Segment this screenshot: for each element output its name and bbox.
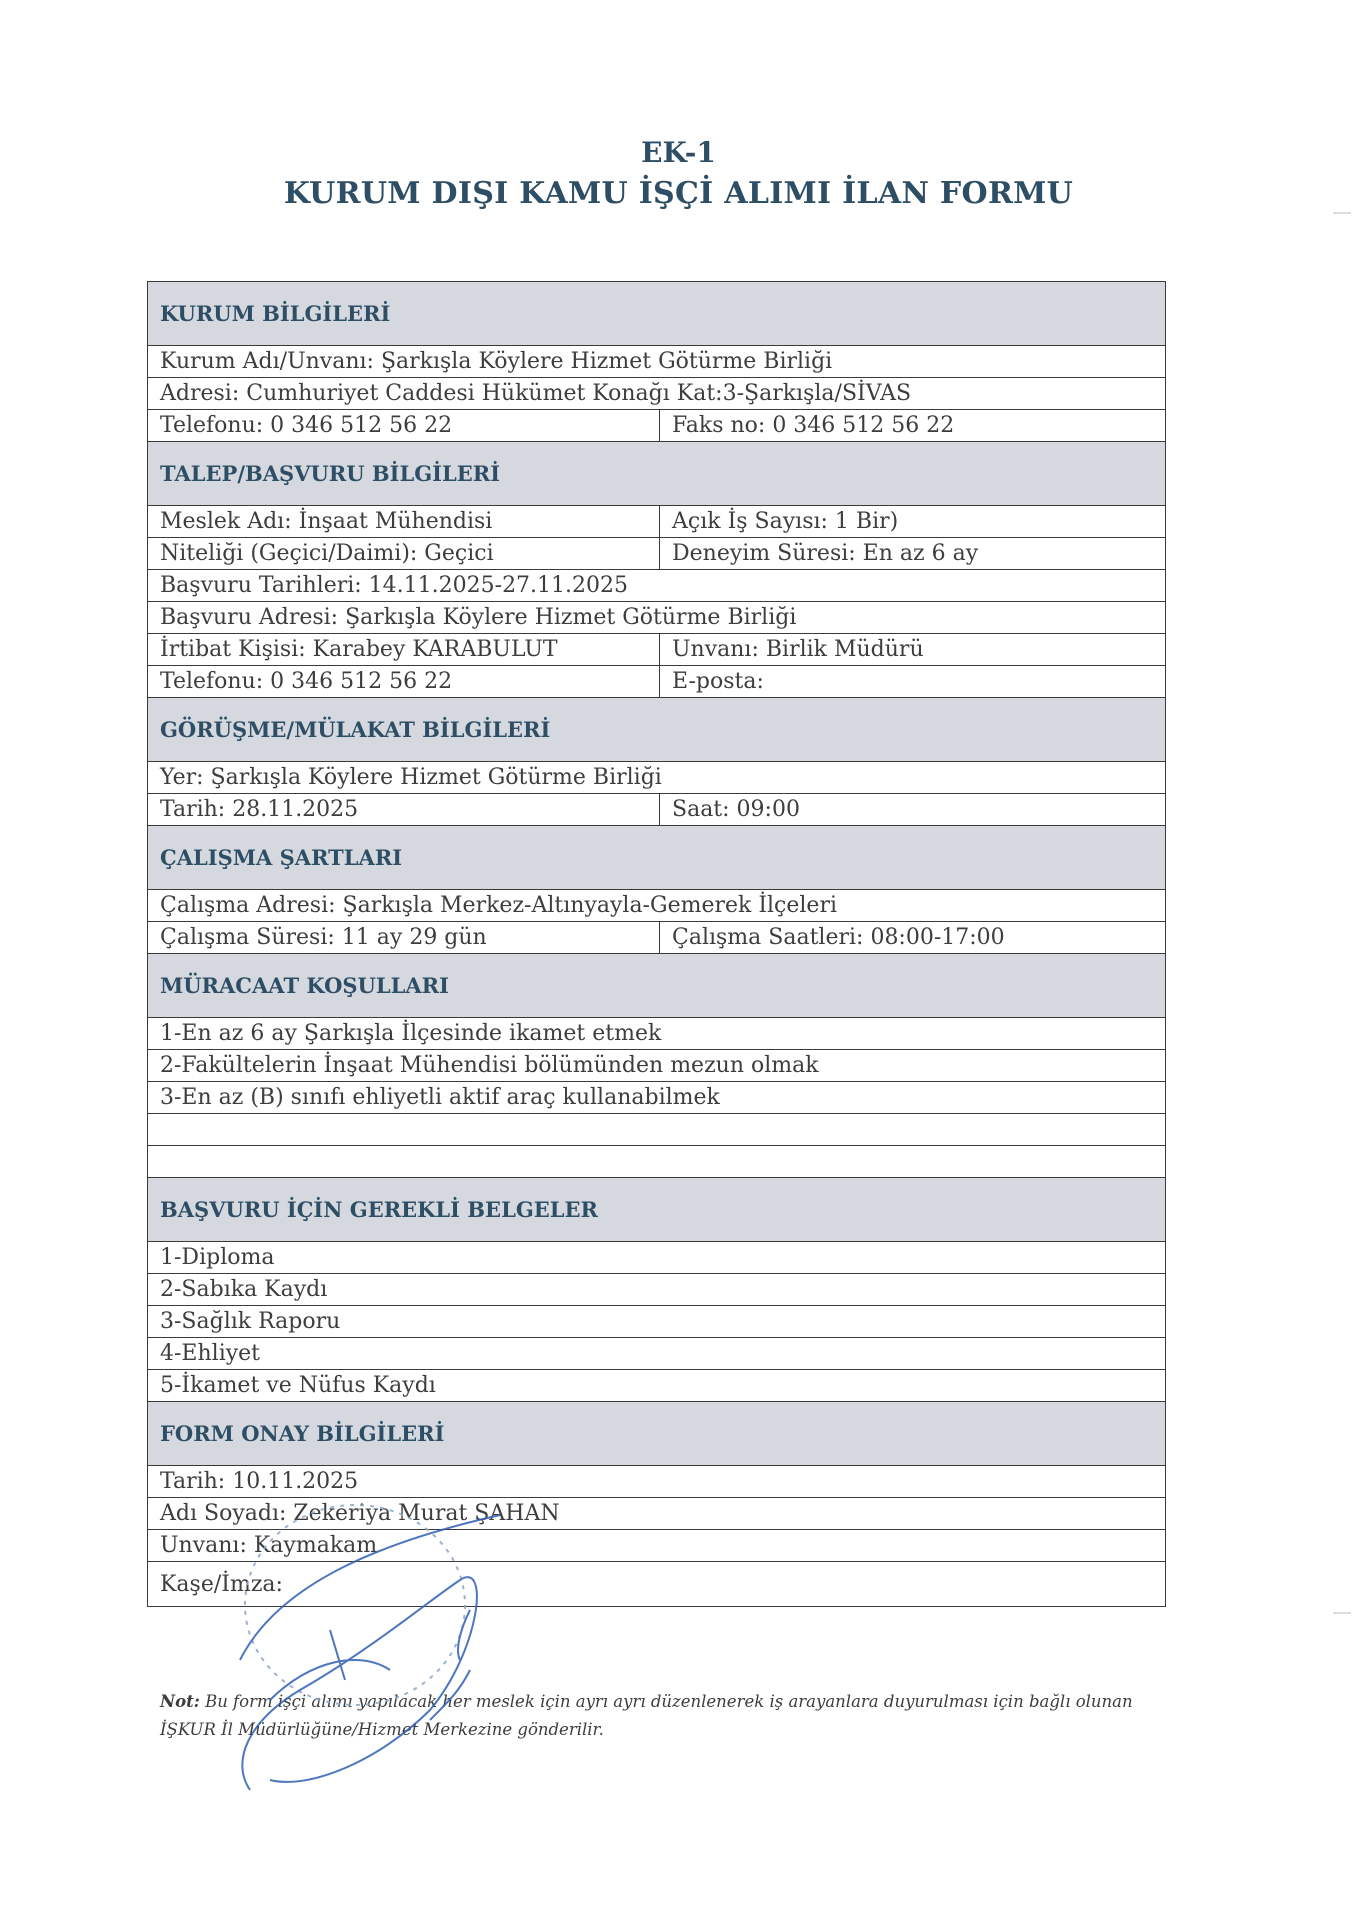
signature-stroke xyxy=(270,1610,470,1700)
irtibat-kisisi: İrtibat Kişisi: Karabey KARABULUT xyxy=(148,634,660,666)
belge-item: 5-İkamet ve Nüfus Kaydı xyxy=(148,1370,1166,1402)
section-header-belgeler xyxy=(148,1178,1166,1242)
onay-adi-soyadi: Adı Soyadı: Zekeriya Murat ŞAHAN xyxy=(148,1498,1166,1530)
belge-item: 3-Sağlık Raporu xyxy=(148,1306,1166,1338)
form-code: EK-1 xyxy=(641,136,716,169)
acik-is-sayisi: Açık İş Sayısı: 1 Bir) xyxy=(660,506,1166,538)
note-text: Bu form işçi alımı yapılacak her meslek için ayrı ayrı düzenlenerek iş arayanlara duyurulması için bağlı olunan İŞKUR İl Müdürlüğüne/Hizmet Merkezine gönderilir. xyxy=(160,1692,1133,1739)
announcement-form-table xyxy=(147,281,1166,1607)
calisma-adresi: Çalışma Adresi: Şarkışla Merkez-Altınyayla-Gemerek İlçeleri xyxy=(148,890,1166,922)
basvuru-tarihleri: Başvuru Tarihleri: 14.11.2025-27.11.2025 xyxy=(148,570,1166,602)
empty-row xyxy=(148,1114,1166,1146)
belgeler-heading: BAŞVURU İÇİN GEREKLİ BELGELER xyxy=(148,1178,1166,1242)
onay-tarih: Tarih: 10.11.2025 xyxy=(148,1466,1166,1498)
scan-edge-mark xyxy=(1333,1612,1351,1614)
gorusme-yer: Yer: Şarkışla Köylere Hizmet Götürme Birliği xyxy=(148,762,1166,794)
kurum-adresi: Adresi: Cumhuriyet Caddesi Hükümet Konağı Kat:3-Şarkışla/SİVAS xyxy=(148,378,1166,410)
kurum-faks: Faks no: 0 346 512 56 22 xyxy=(660,410,1166,442)
irtibat-unvani: Unvanı: Birlik Müdürü xyxy=(660,634,1166,666)
gorusme-tarih: Tarih: 28.11.2025 xyxy=(148,794,660,826)
meslek-adi: Meslek Adı: İnşaat Mühendisi xyxy=(148,506,660,538)
onay-unvani: Unvanı: Kaymakam xyxy=(148,1530,1166,1562)
irtibat-eposta: E-posta: xyxy=(660,666,1166,698)
gorusme-heading: GÖRÜŞME/MÜLAKAT BİLGİLERİ xyxy=(148,698,1166,762)
empty-row xyxy=(148,1146,1166,1178)
section-header-onay xyxy=(148,1402,1166,1466)
gorusme-saat: Saat: 09:00 xyxy=(660,794,1166,826)
onay-heading: FORM ONAY BİLGİLERİ xyxy=(148,1402,1166,1466)
belge-item: 2-Sabıka Kaydı xyxy=(148,1274,1166,1306)
scan-edge-mark xyxy=(1333,212,1351,214)
calisma-saatleri: Çalışma Saatleri: 08:00-17:00 xyxy=(660,922,1166,954)
kurum-heading: KURUM BİLGİLERİ xyxy=(148,282,1166,346)
muracaat-item: 2-Fakültelerin İnşaat Mühendisi bölümünden mezun olmak xyxy=(148,1050,1166,1082)
note-label: Not: xyxy=(160,1692,200,1711)
deneyim-suresi: Deneyim Süresi: En az 6 ay xyxy=(660,538,1166,570)
muracaat-heading: MÜRACAAT KOŞULLARI xyxy=(148,954,1166,1018)
belge-item: 1-Diploma xyxy=(148,1242,1166,1274)
talep-heading: TALEP/BAŞVURU BİLGİLERİ xyxy=(148,442,1166,506)
kurum-telefon: Telefonu: 0 346 512 56 22 xyxy=(148,410,660,442)
basvuru-adresi: Başvuru Adresi: Şarkışla Köylere Hizmet Götürme Birliği xyxy=(148,602,1166,634)
kurum-adi: Kurum Adı/Unvanı: Şarkışla Köylere Hizmet Götürme Birliği xyxy=(148,346,1166,378)
calisma-suresi: Çalışma Süresi: 11 ay 29 gün xyxy=(148,922,660,954)
muracaat-item: 1-En az 6 ay Şarkışla İlçesinde ikamet etmek xyxy=(148,1018,1166,1050)
form-title: KURUM DIŞI KAMU İŞÇİ ALIMI İLAN FORMU xyxy=(283,176,1074,211)
kase-imza: Kaşe/İmza: xyxy=(148,1562,1166,1607)
section-header-gorusme xyxy=(148,698,1166,762)
belge-item: 4-Ehliyet xyxy=(148,1338,1166,1370)
section-header-kurum xyxy=(148,282,1166,346)
calisma-heading: ÇALIŞMA ŞARTLARI xyxy=(148,826,1166,890)
form-note xyxy=(160,1688,1170,1744)
section-header-talep xyxy=(148,442,1166,506)
section-header-muracaat xyxy=(148,954,1166,1018)
muracaat-item: 3-En az (B) sınıfı ehliyetli aktif araç kullanabilmek xyxy=(148,1082,1166,1114)
niteligi: Niteliği (Geçici/Daimi): Geçici xyxy=(148,538,660,570)
section-header-calisma xyxy=(148,826,1166,890)
irtibat-telefon: Telefonu: 0 346 512 56 22 xyxy=(148,666,660,698)
